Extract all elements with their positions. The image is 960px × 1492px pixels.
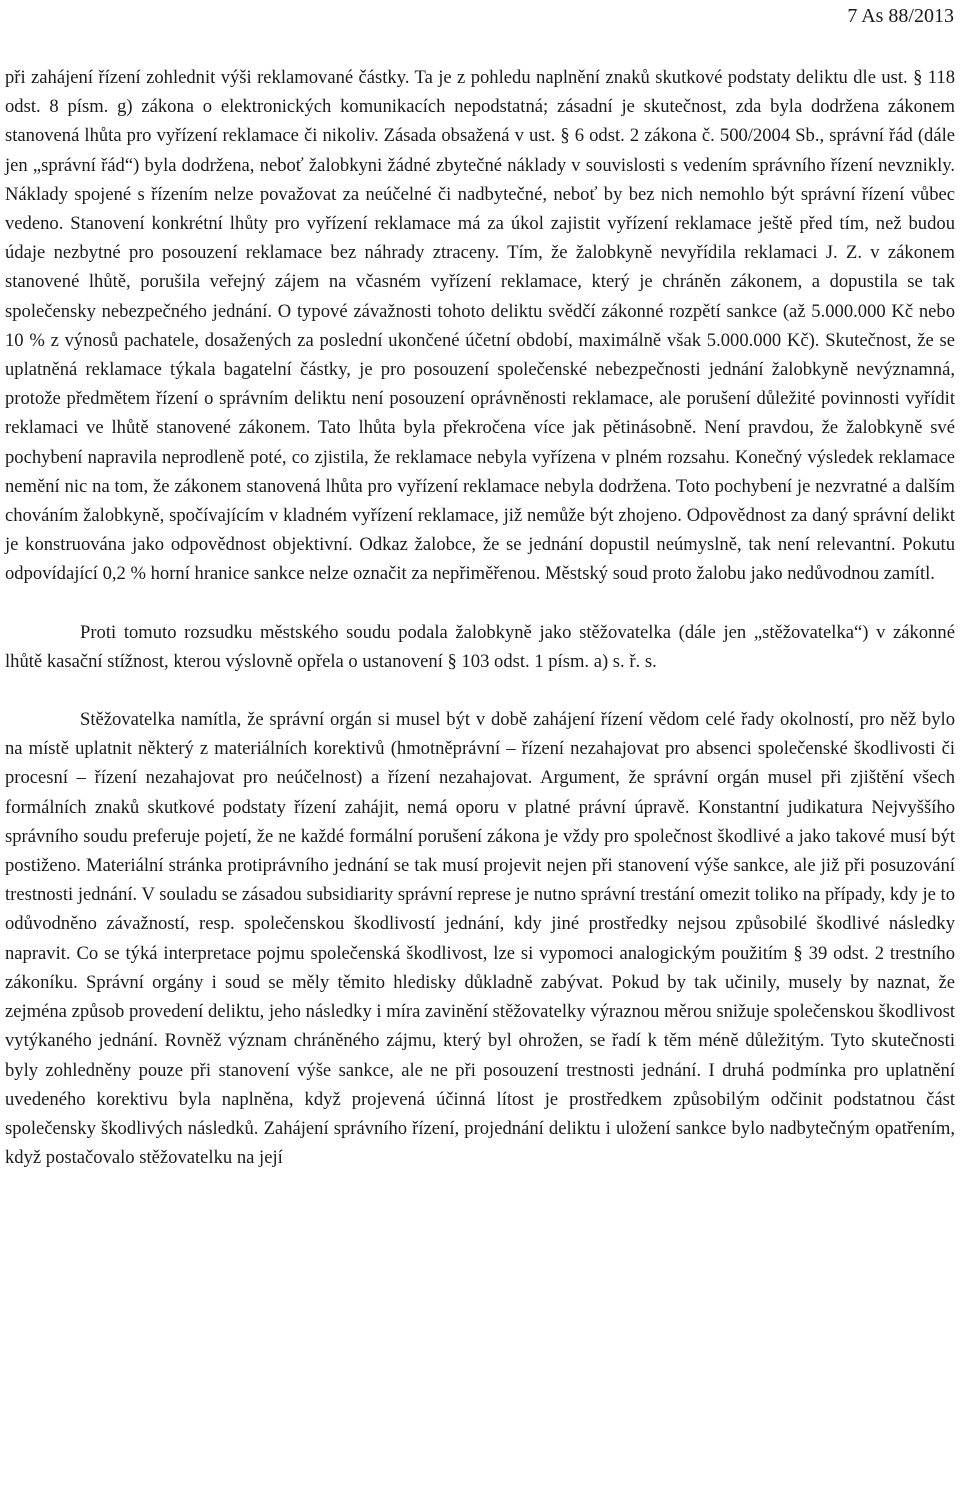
paragraph-complainant-arguments: Stěžovatelka namítla, že správní orgán si musel být v době zahájení řízení vědom celé řady okolností, pro něž bylo na místě uplatnit některý z materiálních korektivů (hmotněprávní – řízení nezahajovat pro absenci společenské škodlivosti či procesní – řízení nezahajovat pro neúčelnost) a řízení nezahajovat. Argument, že správní orgán musel při zjištění všech formálních znaků skutkové podstaty řízení zahájit, nemá oporu v platné právní úpravě. Konstantní judikatura Nejvyššího správního soudu preferuje pojetí, že ne každé formální porušení zákona je vždy pro společnost škodlivé a jako takové musí být postiženo. Materiální stránka protiprávního jednání se tak musí projevit nejen při stanovení výše sankce, ale již při posuzování trestnosti jednání. V souladu se zásadou subsidiarity správní represe je nutno správní trestání omezit toliko na případy, kdy je to odůvodněno závažností, resp. společenskou škodlivostí jednání, kdy jiné prostředky nejsou způsobilé škodlivé následky napravit. Co se týká interpretace pojmu společenská škodlivost, lze si vypomoci analogickým použitím § 39 odst. 2 trestního zákoníku. Správní orgány i soud se měly těmito hledisky důkladně zabývat. Pokud by tak učinily, musely by naznat, že zejména způsob provedení deliktu, jeho následky i míra zavinění stěžovatelky výraznou měrou snižuje společenskou škodlivost vytýkaného jednání. Rovněž význam chráněného zájmu, který byl ohrožen, se řadí k těm méně důležitým. Tyto skutečnosti byly zohledněny pouze při stanovení výše sankce, ale ne při posouzení trestnosti jednání. I druhá podmínka pro uplatnění uvedeného korektivu byla naplněna, když projevená účinná lítost je prostředkem způsobilým odčinit podstatnou část společensky škodlivých následků. Zahájení správního řízení, projednání deliktu i uložení sankce bylo nadbytečným opatřením, když postačovalo stěžovatelku na její	[5, 709, 955, 1169]
document-body	[5, 63, 955, 1172]
page-header-case-number: 7 As 88/2013	[847, 5, 954, 27]
paragraph-gap	[5, 589, 955, 618]
paragraph-gap	[5, 676, 955, 705]
paragraph-cassation-complaint: Proti tomuto rozsudku městského soudu podala žalobkyně jako stěžovatelka (dále jen „stěžovatelka“) v zákonné lhůtě kasační stížnost, kterou výslovně opřela o ustanovení § 103 odst. 1 písm. a) s. ř. s.	[5, 621, 955, 672]
paragraph-court-reasoning: při zahájení řízení zohlednit výši reklamované částky. Ta je z pohledu naplnění znaků skutkové podstaty deliktu dle ust. § 118 odst. 8 písm. g) zákona o elektronických komunikacích nepodstatná; zásadní je skutečnost, zda byla dodržena zákonem stanovená lhůta pro vyřízení reklamace či nikoliv. Zásada obsažená v ust. § 6 odst. 2 zákona č. 500/2004 Sb., správní řád (dále jen „správní řád“) byla dodržena, neboť žalobkyni žádné zbytečné náklady v souvislosti s vedením správního řízení nevznikly. Náklady spojené s řízením nelze považovat za neúčelné či nadbytečné, neboť by bez nich nemohlo být správní řízení vůbec vedeno. Stanovení konkrétní lhůty pro vyřízení reklamace má za úkol zajistit vyřízení reklamace ještě před tím, než budou údaje nezbytné pro posouzení reklamace bez náhrady ztraceny. Tím, že žalobkyně nevyřídila reklamaci J. Z. v zákonem stanovené lhůtě, porušila veřejný zájem na včasném vyřízení reklamace, který je chráněn zákonem, a dopustila se tak společensky nebezpečného jednání. O typové závažnosti tohoto deliktu svědčí zákonné rozpětí sankce (až 5.000.000 Kč nebo 10 % z výnosů pachatele, dosažených za poslední ukončené účetní období, maximálně však 5.000.000 Kč). Skutečnost, že se uplatněná reklamace týkala bagatelní částky, je pro posouzení společenské nebezpečnosti jednání žalobkyně nevýznamná, protože předmětem řízení o správním deliktu není posouzení oprávněnosti reklamace, ale porušení důležité povinnosti vyřídit reklamaci ve lhůtě stanovené zákonem. Tato lhůta byla překročena více jak pětinásobně. Není pravdou, že žalobkyně své pochybení napravila neprodleně poté, co zjistila, že reklamace nebyla vyřízena v plném rozsahu. Konečný výsledek reklamace nemění nic na tom, že zákonem stanovená lhůta pro vyřízení reklamace nebyla dodržena. Toto pochybení je nezvratné a dalším chováním žalobkyně, spočívajícím v kladném vyřízení reklamace, již nemůže být zhojeno. Odpovědnost za daný správní delikt je konstruována jako odpovědnost objektivní. Odkaz žalobce, že se jednání dopustil neúmyslně, tak není relevantní. Pokutu odpovídající 0,2 % horní hranice sankce nelze označit za nepřiměřenou. Městský soud proto žalobu jako nedůvodnou zamítl.	[5, 67, 955, 585]
